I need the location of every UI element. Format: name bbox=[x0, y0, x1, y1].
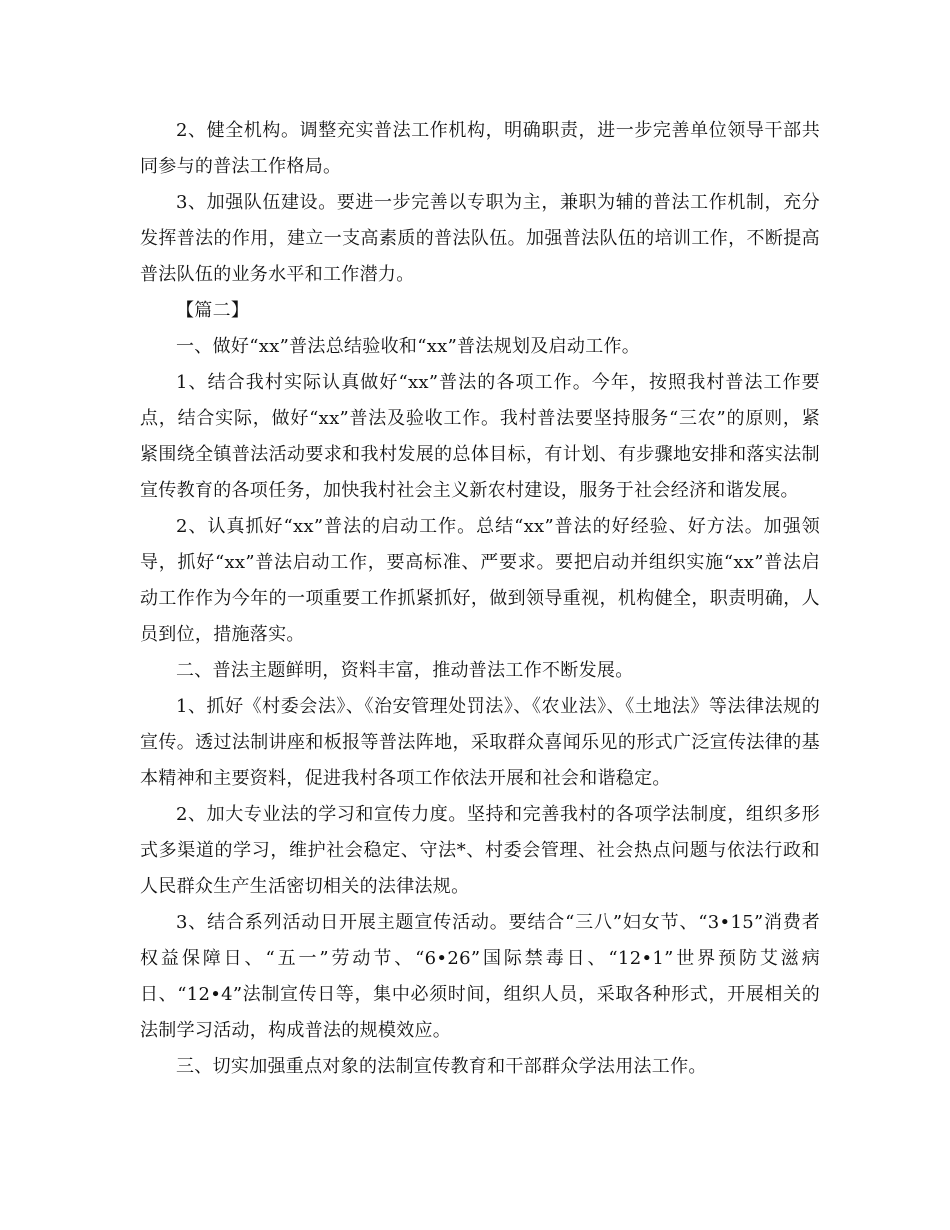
paragraph-law-publicity: 1、抓好《村委会法》、《治安管理处罚法》、《农业法》、《土地法》等法律法规的宣传。透过法制讲座和板报等普法阵地，采取群众喜闻乐见的形式广泛宣传法律的基本精神和主要资料，促进我村各项工作依法开展和社会和谐稳定。 bbox=[140, 696, 820, 789]
heading-item-one: 一、做好“xx”普法总结验收和“xx”普法规划及启动工作。 bbox=[176, 336, 641, 357]
paragraph-professional-law: 2、加大专业法的学习和宣传力度。坚持和完善我村的各项学法制度，组织多形式多渠道的学习，维护社会稳定、守法*、村委会管理、社会热点问题与依法行政和人民群众生产生活密切相关的法律法规。 bbox=[140, 804, 820, 897]
document-body bbox=[140, 113, 820, 1085]
paragraph-village-practice: 1、结合我村实际认真做好“xx”普法的各项工作。今年，按照我村普法工作要点，结合实际，做好“xx”普法及验收工作。我村普法要坚持服务“三农”的原则，紧紧围绕全镇普法活动要求和我村发展的总体目标，有计划、有步骤地安排和落实法制宣传教育的各项任务，加快我村社会主义新农村建设，服务于社会经济和谐发展。 bbox=[140, 372, 820, 501]
paragraph-team-building: 3、加强队伍建设。要进一步完善以专职为主，兼职为辅的普法工作机制，充分发挥普法的作用，建立一支高素质的普法队伍。加强普法队伍的培训工作，不断提高普法队伍的业务水平和工作潜力。 bbox=[140, 192, 820, 285]
paragraph-launch-work: 2、认真抓好“xx”普法的启动工作。总结“xx”普法的好经验、好方法。加强领导，抓好“xx”普法启动工作，要高标准、严要求。要把启动并组织实施“xx”普法启动工作作为今年的一项重要工作抓紧抓好，做到领导重视，机构健全，职责明确，人员到位，措施落实。 bbox=[140, 516, 820, 645]
heading-item-two: 二、普法主题鲜明，资料丰富，推动普法工作不断发展。 bbox=[176, 660, 634, 681]
section-heading-part-two: 【篇二】 bbox=[176, 300, 250, 321]
paragraph-institution: 2、健全机构。调整充实普法工作机构，明确职责，进一步完善单位领导干部共同参与的普法工作格局。 bbox=[140, 120, 820, 177]
heading-item-three: 三、切实加强重点对象的法制宣传教育和干部群众学法用法工作。 bbox=[176, 1056, 707, 1077]
paragraph-theme-activities: 3、结合系列活动日开展主题宣传活动。要结合“三八”妇女节、“3•15”消费者权益保障日、“五一”劳动节、“6•26”国际禁毒日、“12•1”世界预防艾滋病日、“12•4”法制宣传日等，集中必须时间，组织人员，采取各种形式，开展相关的法制学习活动，构成普法的规模效应。 bbox=[140, 912, 820, 1041]
